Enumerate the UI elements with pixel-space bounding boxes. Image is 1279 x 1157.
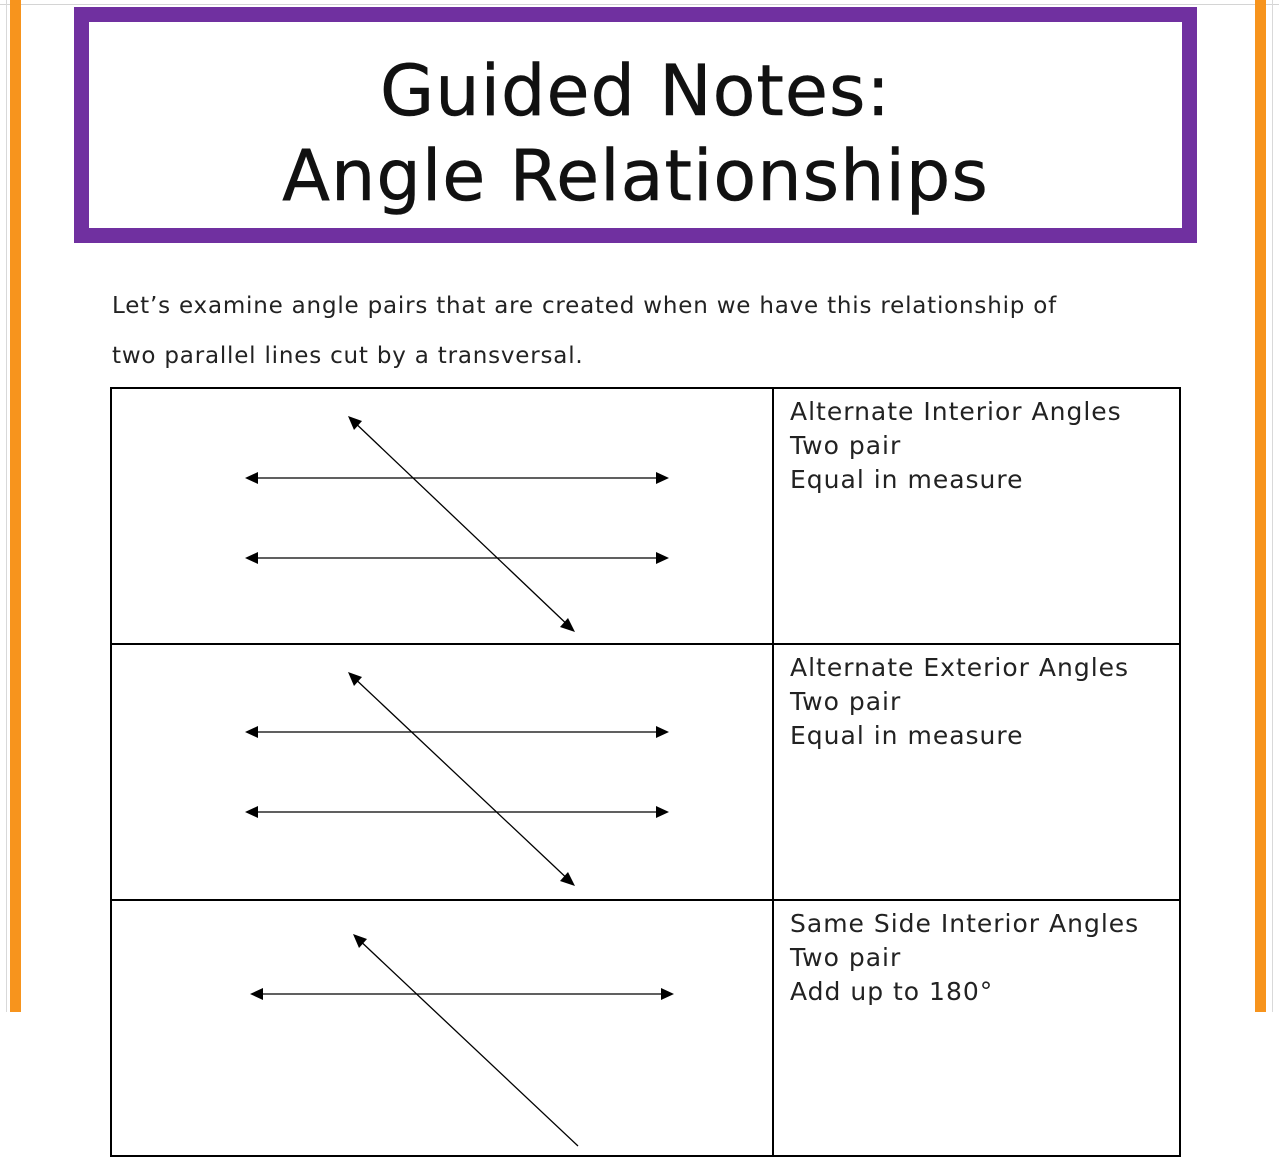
relationship-name: Same Side Interior Angles (790, 909, 1140, 938)
parallel-lines-transversal-diagram (112, 645, 772, 899)
page-edge-left (6, 0, 7, 1012)
intro-paragraph (112, 281, 1172, 381)
pair-count: Two pair (790, 687, 902, 716)
parallel-lines-transversal-diagram (112, 389, 772, 643)
table-row (111, 388, 1180, 644)
description-cell (773, 388, 1180, 644)
title-box (74, 7, 1197, 243)
table-row (111, 900, 1180, 1156)
parallel-lines-transversal-diagram (112, 901, 772, 1155)
diagram-cell (111, 644, 773, 900)
relationship-property: Add up to 180° (790, 977, 994, 1006)
intro-line-1: Let’s examine angle pairs that are created when we have this relationship of (112, 293, 1058, 319)
top-rule (0, 4, 1279, 5)
relationship-property: Equal in measure (790, 465, 1024, 494)
pair-count: Two pair (790, 943, 902, 972)
diagram-cell (111, 388, 773, 644)
page-title-line-1: Guided Notes: (380, 50, 891, 132)
left-orange-border (10, 0, 21, 1012)
relationship-name: Alternate Exterior Angles (790, 653, 1130, 682)
description-cell (773, 900, 1180, 1156)
diagram-cell (111, 900, 773, 1156)
page-title-line-2: Angle Relationships (282, 135, 989, 217)
relationship-name: Alternate Interior Angles (790, 397, 1122, 426)
pair-count: Two pair (790, 431, 902, 460)
angle-relationships-table (110, 387, 1181, 1157)
table-row (111, 644, 1180, 900)
description-cell (773, 644, 1180, 900)
relationship-property: Equal in measure (790, 721, 1024, 750)
page-edge-right (1272, 0, 1273, 1012)
right-orange-border (1255, 0, 1266, 1012)
intro-line-2: two parallel lines cut by a transversal. (112, 343, 584, 369)
